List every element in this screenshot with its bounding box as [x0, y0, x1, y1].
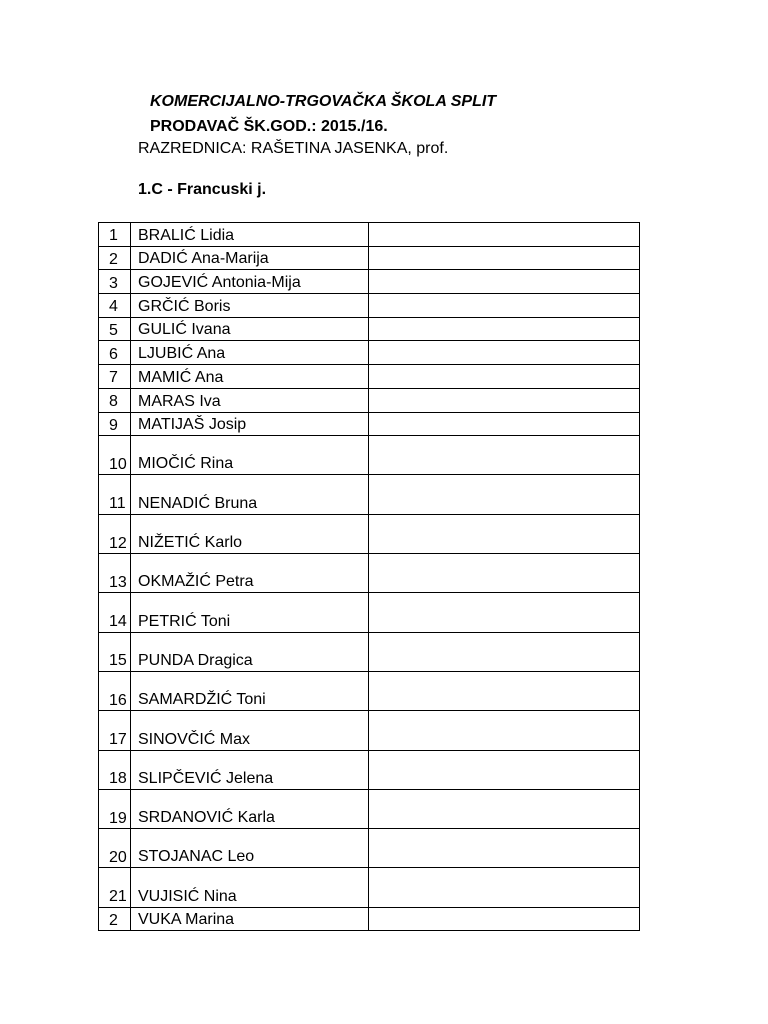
empty-cell [369, 711, 640, 750]
student-row [99, 388, 640, 412]
student-name: NENADIĆ Bruna [131, 475, 369, 514]
student-number: 5 [99, 317, 131, 341]
student-name: GRČIĆ Boris [131, 294, 369, 318]
student-name: BRALIĆ Lidia [131, 223, 369, 247]
student-number: 15 [99, 632, 131, 671]
empty-cell [369, 270, 640, 294]
student-number: 11 [99, 475, 131, 514]
empty-cell [369, 593, 640, 632]
student-row [99, 475, 640, 514]
student-row [99, 436, 640, 475]
student-row [99, 711, 640, 750]
empty-cell [369, 514, 640, 553]
empty-cell [369, 294, 640, 318]
student-name: MIOČIĆ Rina [131, 436, 369, 475]
student-number: 6 [99, 341, 131, 365]
empty-cell [369, 907, 640, 931]
student-name: SINOVČIĆ Max [131, 711, 369, 750]
student-number: 19 [99, 789, 131, 828]
student-name: GOJEVIĆ Antonia-Mija [131, 270, 369, 294]
empty-cell [369, 365, 640, 389]
student-roster-table [98, 222, 640, 931]
student-name: VUJISIĆ Nina [131, 868, 369, 907]
student-name: MARAS Iva [131, 388, 369, 412]
student-name: MATIJAŠ Josip [131, 412, 369, 436]
student-number: 16 [99, 671, 131, 710]
class-teacher: RAZREDNICA: RAŠETINA JASENKA, prof. [138, 140, 449, 157]
student-row [99, 671, 640, 710]
student-row [99, 412, 640, 436]
empty-cell [369, 671, 640, 710]
empty-cell [369, 317, 640, 341]
student-number: 2 [99, 246, 131, 270]
empty-cell [369, 868, 640, 907]
student-roster-body [99, 223, 640, 931]
student-number: 14 [99, 593, 131, 632]
student-row [99, 632, 640, 671]
empty-cell [369, 475, 640, 514]
student-number: 7 [99, 365, 131, 389]
student-number: 8 [99, 388, 131, 412]
student-number: 18 [99, 750, 131, 789]
student-row [99, 554, 640, 593]
student-number: 9 [99, 412, 131, 436]
student-number: 10 [99, 436, 131, 475]
empty-cell [369, 223, 640, 247]
empty-cell [369, 341, 640, 365]
student-name: NIŽETIĆ Karlo [131, 514, 369, 553]
empty-cell [369, 388, 640, 412]
student-row [99, 789, 640, 828]
student-row [99, 514, 640, 553]
student-row [99, 829, 640, 868]
student-name: PETRIĆ Toni [131, 593, 369, 632]
student-name: GULIĆ Ivana [131, 317, 369, 341]
student-row [99, 365, 640, 389]
student-number: 1 [99, 223, 131, 247]
empty-cell [369, 750, 640, 789]
student-number: 17 [99, 711, 131, 750]
student-row [99, 907, 640, 931]
student-row [99, 317, 640, 341]
student-row [99, 868, 640, 907]
student-name: SRDANOVIĆ Karla [131, 789, 369, 828]
empty-cell [369, 632, 640, 671]
student-row [99, 246, 640, 270]
student-name: SLIPČEVIĆ Jelena [131, 750, 369, 789]
program-school-year: PRODAVAČ ŠK.GOD.: 2015./16. [150, 118, 388, 135]
student-number: 4 [99, 294, 131, 318]
empty-cell [369, 829, 640, 868]
student-name: OKMAŽIĆ Petra [131, 554, 369, 593]
student-name: LJUBIĆ Ana [131, 341, 369, 365]
empty-cell [369, 789, 640, 828]
student-name: DADIĆ Ana-Marija [131, 246, 369, 270]
student-name: STOJANAC Leo [131, 829, 369, 868]
student-number: 2 [99, 907, 131, 931]
empty-cell [369, 436, 640, 475]
empty-cell [369, 554, 640, 593]
class-title: 1.C - Francuski j. [138, 181, 267, 198]
student-number: 20 [99, 829, 131, 868]
student-number: 3 [99, 270, 131, 294]
student-name: PUNDA Dragica [131, 632, 369, 671]
student-name: MAMIĆ Ana [131, 365, 369, 389]
student-number: 21 [99, 868, 131, 907]
student-name: SAMARDŽIĆ Toni [131, 671, 369, 710]
school-name: KOMERCIJALNO-TRGOVAČKA ŠKOLA SPLIT [150, 93, 497, 110]
student-name: VUKA Marina [131, 907, 369, 931]
student-row [99, 750, 640, 789]
student-row [99, 341, 640, 365]
student-row [99, 223, 640, 247]
empty-cell [369, 246, 640, 270]
student-row [99, 593, 640, 632]
student-row [99, 294, 640, 318]
empty-cell [369, 412, 640, 436]
student-number: 13 [99, 554, 131, 593]
student-number: 12 [99, 514, 131, 553]
student-row [99, 270, 640, 294]
